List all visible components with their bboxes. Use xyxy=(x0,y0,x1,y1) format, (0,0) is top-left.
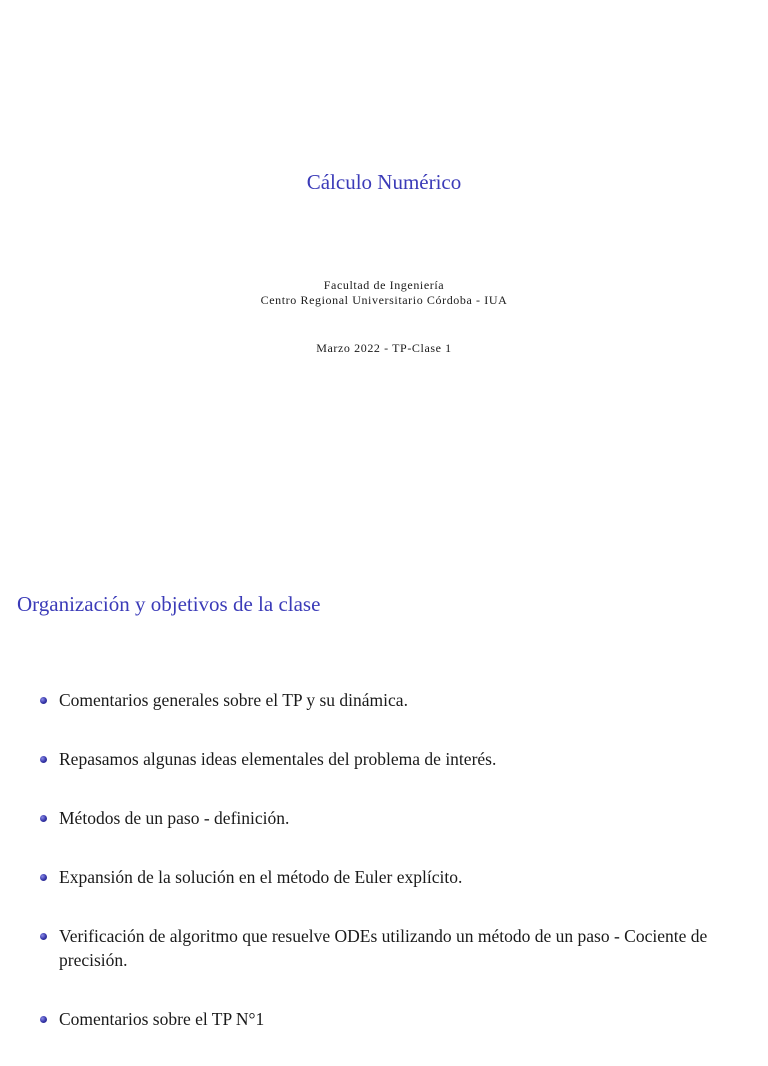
bullet-icon xyxy=(40,933,47,940)
list-item xyxy=(40,747,750,771)
bullet-icon xyxy=(40,697,47,704)
title-slide xyxy=(0,0,768,520)
list-item-text: Repasamos algunas ideas elementales del problema de interés. xyxy=(59,749,497,769)
institution-name: Centro Regional Universitario Córdoba - IUA xyxy=(260,293,508,307)
bullet-icon xyxy=(40,874,47,881)
list-item xyxy=(40,806,750,830)
list-item-text: Métodos de un paso - definición. xyxy=(59,808,290,828)
content-slide xyxy=(0,520,768,1029)
list-item xyxy=(40,865,750,889)
faculty-name: Facultad de Ingeniería xyxy=(323,278,445,292)
bullet-icon xyxy=(40,815,47,822)
list-item-text: Verificación de algoritmo que resuelve ODEs utilizando un método de un paso - Cociente de precisión. xyxy=(59,926,708,970)
list-item-text: Comentarios sobre el TP N°1 xyxy=(59,1009,265,1029)
objectives-list xyxy=(40,688,750,1066)
presentation-date: Marzo 2022 - TP-Clase 1 xyxy=(316,341,452,355)
bullet-icon xyxy=(40,1016,47,1023)
affiliation-block xyxy=(0,278,768,308)
list-item xyxy=(40,924,750,972)
list-item xyxy=(40,1007,750,1031)
list-item-text: Expansión de la solución en el método de Euler explícito. xyxy=(59,867,463,887)
presentation-title: Cálculo Numérico xyxy=(306,170,462,194)
list-item-text: Comentarios generales sobre el TP y su dinámica. xyxy=(59,690,408,710)
bullet-icon xyxy=(40,756,47,763)
list-item xyxy=(40,688,750,712)
frame-title: Organización y objetivos de la clase xyxy=(17,592,321,616)
